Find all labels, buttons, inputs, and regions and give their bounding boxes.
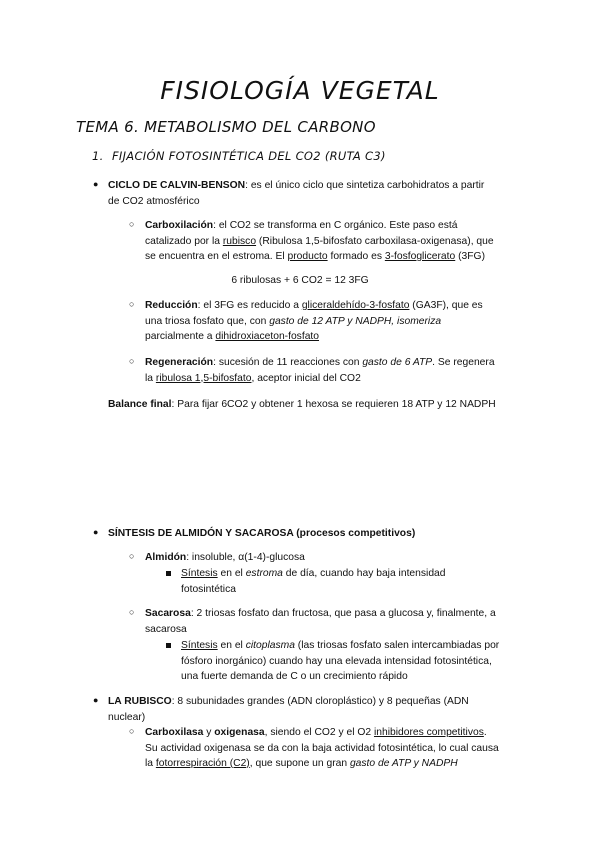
carboxilacion-item: Carboxilación: el CO2 se transforma en C orgánico. Este paso está catalizado por la rubisco (Ribulosa 1,5-bifosfato carboxilasa-oxigenasa), que se encuentra en el estroma. El producto formado es 3-fosfoglicerato (3FG) bbox=[145, 220, 494, 262]
regeneracion-item: Regeneración: sucesión de 11 reacciones con gasto de 6 ATP. Se regenera la ribulosa 1,5-bifosfato, aceptor inicial del CO2 bbox=[145, 357, 495, 384]
sacarosa-sub: Síntesis en el citoplasma (las triosas fosfato salen intercambiadas por fósforo inorgánico) cuando hay una elevada intensidad fotosintética, una fuerte demanda de C o un crecimiento rápido bbox=[181, 640, 500, 682]
tema-heading: TEMA 6. METABOLISMO DEL CARBONO bbox=[76, 118, 376, 136]
section-heading bbox=[92, 149, 386, 163]
rubisco-item: LA RUBISCO: 8 subunidades grandes (ADN cloroplástico) y 8 pequeñas (ADN nuclear) bbox=[108, 696, 469, 723]
square-bullet-icon bbox=[166, 571, 171, 576]
circle-bullet-icon: ○ bbox=[129, 726, 135, 736]
sintesis-heading: SÍNTESIS DE ALMIDÓN Y SACAROSA (procesos competitivos) bbox=[108, 528, 416, 539]
section-text: FIJACIÓN FOTOSINTÉTICA DEL CO2 (RUTA C3) bbox=[112, 149, 386, 163]
section-number: 1. bbox=[92, 149, 104, 163]
sacarosa-item: Sacarosa: 2 triosas fosfato dan fructosa, que pasa a glucosa y, finalmente, a sacarosa bbox=[145, 608, 496, 635]
bullet-icon: ● bbox=[93, 695, 99, 705]
bullet-icon: ● bbox=[93, 179, 99, 189]
circle-bullet-icon: ○ bbox=[129, 551, 135, 561]
circle-bullet-icon: ○ bbox=[129, 356, 135, 366]
square-bullet-icon bbox=[166, 643, 171, 648]
equation: 6 ribulosas + 6 CO2 = 12 3FG bbox=[231, 275, 369, 286]
reduccion-item: Reducción: el 3FG es reducido a gliceraldehído-3-fosfato (GA3F), que es una triosa fosfato que, con gasto de 12 ATP y NADPH, isomeriza parcialmente a dihidroxiaceton-fosfato bbox=[145, 300, 483, 342]
circle-bullet-icon: ○ bbox=[129, 607, 135, 617]
circle-bullet-icon: ○ bbox=[129, 299, 135, 309]
bullet-icon: ● bbox=[93, 527, 99, 537]
circle-bullet-icon: ○ bbox=[129, 219, 135, 229]
balance-final: Balance final: Para fijar 6CO2 y obtener 1 hexosa se requieren 18 ATP y 12 NADPH bbox=[108, 399, 496, 410]
calvin-heading: CICLO DE CALVIN-BENSON bbox=[108, 180, 246, 191]
almidon-sub: Síntesis en el estroma de día, cuando hay baja intensidad fotosintética bbox=[181, 568, 446, 595]
page-title: FISIOLOGÍA VEGETAL bbox=[160, 76, 440, 105]
almidon-item: Almidón: insoluble, α(1-4)-glucosa bbox=[145, 552, 305, 563]
calvin-item: CICLO DE CALVIN-BENSON: es el único ciclo que sintetiza carbohidratos a partir de CO2 atmosférico bbox=[108, 180, 485, 207]
rubisco-sub: Carboxilasa y oxigenasa, siendo el CO2 y el O2 inhibidores competitivos. Su actividad oxigenasa se da con la baja actividad fotosintética, lo cual causa la fotorrespiración (C2), que supone un gran gasto de ATP y NADPH bbox=[145, 727, 499, 769]
